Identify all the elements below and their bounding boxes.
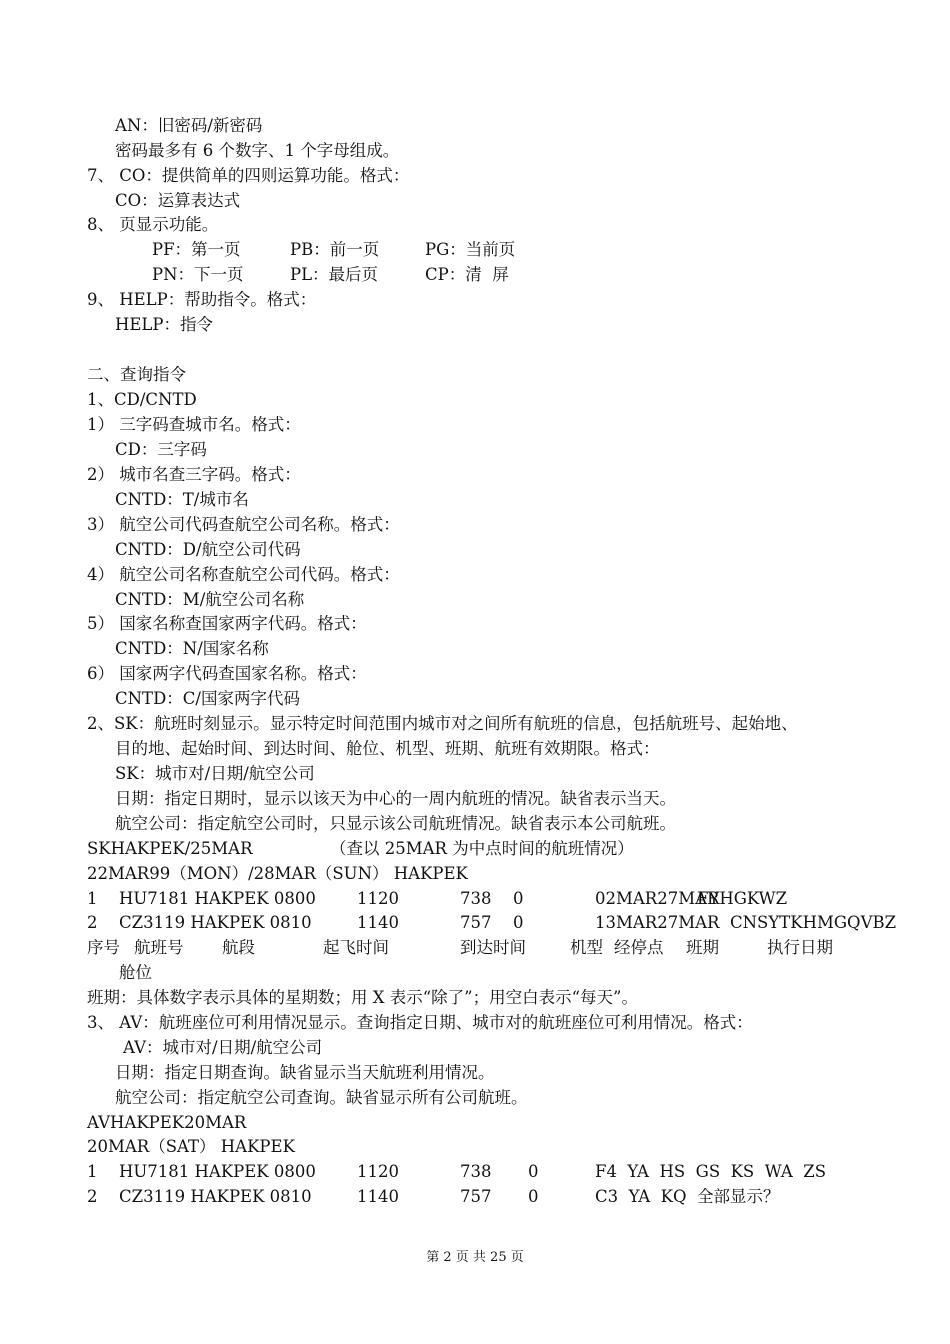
seat-availability: C3 YA KQ 全部显示？ bbox=[595, 1187, 780, 1206]
flight-segment: CZ3119 HAKPEK 0810 bbox=[119, 913, 312, 932]
header-cell: 经停点 bbox=[614, 938, 664, 957]
text-line: 9、 HELP：帮助指令。格式： bbox=[87, 290, 317, 309]
text-line: 日期：指定日期查询。缺省显示当天航班利用情况。 bbox=[115, 1063, 495, 1082]
header-cell: 航段 bbox=[222, 938, 255, 957]
text-line: 班期：具体数字表示具体的星期数；用 X 表示“除了”；用空白表示“每天”。 bbox=[87, 988, 638, 1007]
aircraft-type: 738 bbox=[460, 1162, 492, 1181]
arrive-time: 1140 bbox=[357, 913, 399, 932]
text-line: 20MAR（SAT） HAKPEK bbox=[87, 1137, 295, 1156]
arrive-time: 1120 bbox=[357, 1162, 399, 1181]
text-line: 密码最多有 6 个数字、1 个字母组成。 bbox=[115, 141, 400, 160]
header-cell: 机型 bbox=[570, 938, 603, 957]
aircraft-type: 757 bbox=[460, 913, 492, 932]
text-line: CO：运算表达式 bbox=[115, 191, 241, 210]
valid-period: 13MAR27MAR bbox=[595, 913, 720, 932]
flight-segment: CZ3119 HAKPEK 0810 bbox=[119, 1187, 312, 1206]
header-cell: 航班号 bbox=[134, 938, 184, 957]
page-function-item: CP：清 屏 bbox=[425, 265, 509, 284]
text-line: 7、 CO：提供简单的四则运算功能。格式： bbox=[87, 166, 410, 185]
stops: 0 bbox=[528, 1162, 539, 1181]
aircraft-type: 738 bbox=[460, 889, 492, 908]
text-line: CNTD：D/航空公司代码 bbox=[115, 540, 301, 559]
row-number: 2 bbox=[87, 913, 98, 932]
command-note: （查以 25MAR 为中点时间的航班情况） bbox=[330, 839, 634, 858]
command-example: SKHAKPEK/25MAR bbox=[87, 839, 253, 858]
text-line: SK：城市对/日期/航空公司 bbox=[115, 764, 315, 783]
header-cell: 到达时间 bbox=[460, 938, 526, 957]
text-line: CD：三字码 bbox=[115, 440, 207, 459]
text-line: 22MAR99（MON）/28MAR（SUN） HAKPEK bbox=[87, 864, 468, 883]
text-line: 2、SK：航班时刻显示。显示特定时间范围内城市对之间所有航班的信息，包括航班号、起始地、 bbox=[87, 714, 798, 733]
text-line: 5） 国家名称查国家两字代码。格式： bbox=[87, 614, 367, 633]
text-line: 6） 国家两字代码查国家名称。格式： bbox=[87, 664, 367, 683]
page-footer: 第 2 页 共 25 页 bbox=[426, 1250, 524, 1265]
text-line: 8、 页显示功能。 bbox=[87, 215, 219, 234]
stops: 0 bbox=[513, 913, 524, 932]
text-line: CNTD：M/航空公司名称 bbox=[115, 590, 305, 609]
text-line: 3） 航空公司代码查航空公司名称。格式： bbox=[87, 515, 400, 534]
class-list: CNSYTKHMGQVBZ bbox=[730, 913, 897, 932]
text-line: 1、CD/CNTD bbox=[87, 390, 197, 409]
page-function-item: PF：第一页 bbox=[152, 240, 241, 259]
seat-availability: F4 YA HS GS KS WA ZS bbox=[595, 1162, 827, 1181]
header-cell: 序号 bbox=[87, 938, 120, 957]
command-example: AVHAKPEK20MAR bbox=[87, 1113, 247, 1132]
text-line: 4） 航空公司名称查航空公司代码。格式： bbox=[87, 565, 400, 584]
text-line: AN：旧密码/新密码 bbox=[115, 116, 263, 135]
header-cell: 执行日期 bbox=[767, 938, 833, 957]
header-cell: 班期 bbox=[686, 938, 719, 957]
row-number: 1 bbox=[87, 1162, 98, 1181]
valid-period: 02MAR27MAR bbox=[595, 889, 720, 908]
arrive-time: 1120 bbox=[357, 889, 399, 908]
page-function-item: PG：当前页 bbox=[425, 240, 516, 259]
flight-segment: HU7181 HAKPEK 0800 bbox=[119, 1162, 316, 1181]
text-line: AV：城市对/日期/航空公司 bbox=[123, 1038, 323, 1057]
text-line: HELP：指令 bbox=[115, 315, 213, 334]
page-function-item: PB：前一页 bbox=[290, 240, 380, 259]
page-function-item: PN：下一页 bbox=[152, 265, 244, 284]
text-line: CNTD：N/国家名称 bbox=[115, 639, 269, 658]
text-line: 3、 AV：航班座位可利用情况显示。查询指定日期、城市对的航班座位可利用情况。格式： bbox=[87, 1013, 753, 1032]
arrive-time: 1140 bbox=[357, 1187, 399, 1206]
section-heading: 二、查询指令 bbox=[87, 365, 186, 384]
aircraft-type: 757 bbox=[460, 1187, 492, 1206]
flight-segment: HU7181 HAKPEK 0800 bbox=[119, 889, 316, 908]
row-number: 2 bbox=[87, 1187, 98, 1206]
text-line: 航空公司：指定航空公司时，只显示该公司航班情况。缺省表示本公司航班。 bbox=[115, 814, 676, 833]
text-line: 2） 城市名查三字码。格式： bbox=[87, 465, 301, 484]
stops: 0 bbox=[528, 1187, 539, 1206]
header-cell-wrapped: 舱位 bbox=[119, 963, 152, 982]
text-line: 目的地、起始时间、到达时间、舱位、机型、班期、航班有效期限。格式： bbox=[115, 739, 660, 758]
text-line: 航空公司：指定航空公司查询。缺省显示所有公司航班。 bbox=[115, 1088, 528, 1107]
class-list: FYHGKWZ bbox=[697, 889, 788, 908]
text-line: CNTD：C/国家两字代码 bbox=[115, 689, 300, 708]
text-line: 1） 三字码查城市名。格式： bbox=[87, 415, 301, 434]
header-cell: 起飞时间 bbox=[323, 938, 389, 957]
text-line: CNTD：T/城市名 bbox=[115, 490, 249, 509]
page-function-item: PL：最后页 bbox=[290, 265, 379, 284]
row-number: 1 bbox=[87, 889, 98, 908]
stops: 0 bbox=[513, 889, 524, 908]
text-line: 日期：指定日期时，显示以该天为中心的一周内航班的情况。缺省表示当天。 bbox=[115, 789, 676, 808]
